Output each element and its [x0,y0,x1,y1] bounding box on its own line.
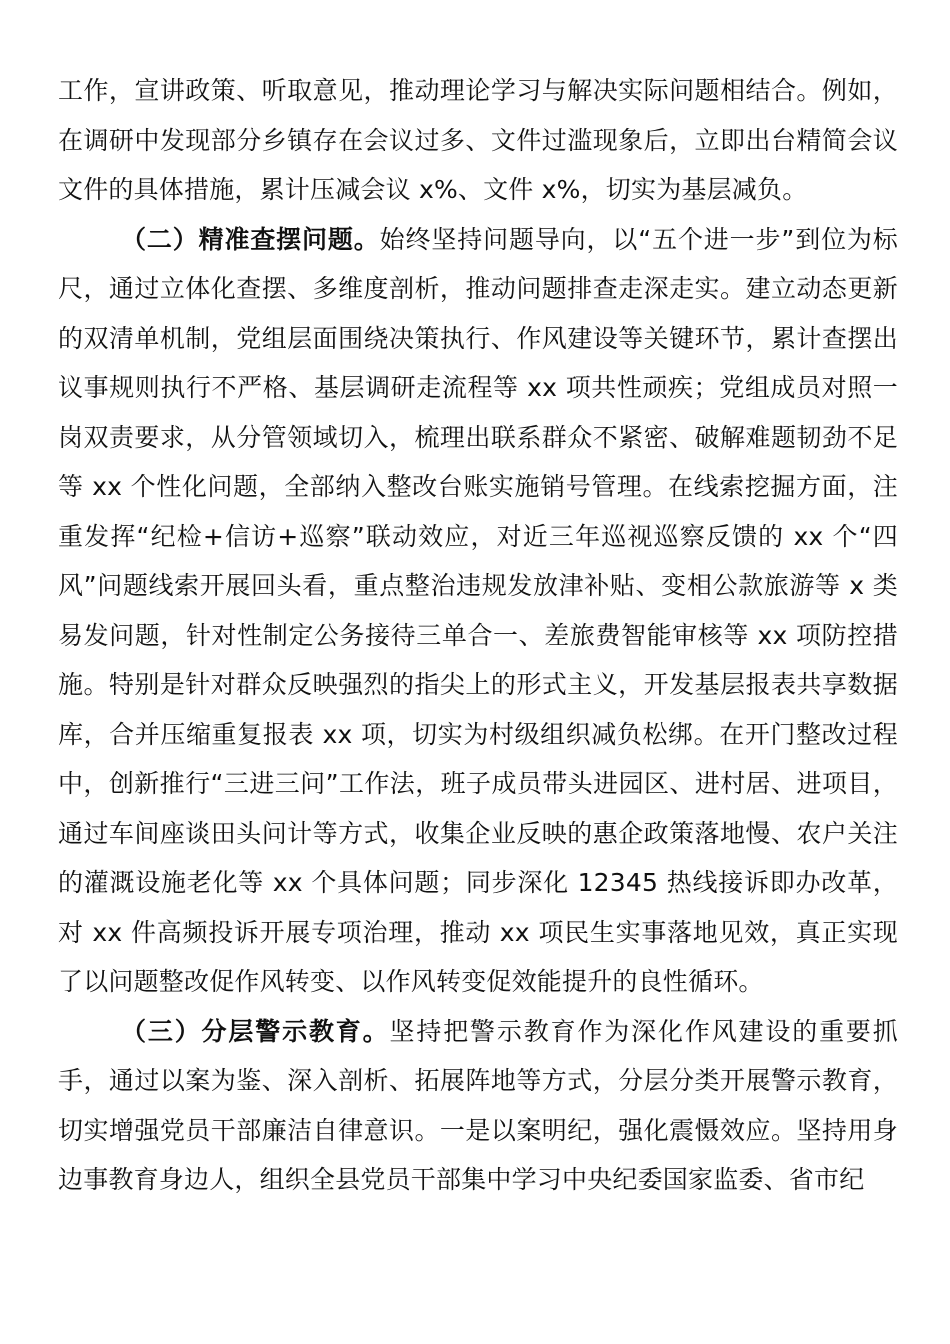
document-body [58,66,898,1205]
paragraph-text: 坚持把警示教育作为深化作风建设的重要抓手，通过以案为鉴、深入剖析、拓展阵地等方式，分层分类开展警示教育，切实增强党员干部廉洁自律意识。一是以案明纪，强化震慑效应。坚持用身边事教育身边人，组织全县党员干部集中学习中央纪委国家监委、省市纪 [58,1016,898,1194]
paragraph-continuation [58,66,898,215]
section-heading: （三）分层警示教育。 [121,1016,390,1046]
paragraph-section-2 [58,215,898,1007]
paragraph-text: 工作，宣讲政策、听取意见，推动理论学习与解决实际问题相结合。例如，在调研中发现部分乡镇存在会议过多、文件过滥现象后，立即出台精简会议文件的具体措施，累计压减会议 x%、文件 x%，切实为基层减负。 [58,76,898,204]
paragraph-section-3 [58,1007,898,1205]
paragraph-text: 始终坚持问题导向，以“五个进一步”到位为标尺，通过立体化查摆、多维度剖析，推动问题排查走深走实。建立动态更新的双清单机制，党组层面围绕决策执行、作风建设等关键环节，累计查摆出议事规则执行不严格、基层调研走流程等 xx 项共性顽疾；党组成员对照一岗双责要求，从分管领域切入，梳理出联系群众不紧密、破解难题韧劲不足等 xx 个性化问题，全部纳入整改台账实施销号管理。在线索挖掘方面，注重发挥“纪检+信访+巡察”联动效应，对近三年巡视巡察反馈的 xx 个“四风”问题线索开展回头看，重点整治违规发放津补贴、变相公款旅游等 x 类易发问题，针对性制定公务接待三单合一、差旅费智能审核等 xx 项防控措施。特别是针对群众反映强烈的指尖上的形式主义，开发基层报表共享数据库，合并压缩重复报表 xx 项，切实为村级组织减负松绑。在开门整改过程中，创新推行“三进三问”工作法，班子成员带头进园区、进村居、进项目，通过车间座谈田头问计等方式，收集企业反映的惠企政策落地慢、农户关注的灌溉设施老化等 xx 个具体问题；同步深化 12345 热线接诉即办改革，对 xx 件高频投诉开展专项治理，推动 xx 项民生实事落地见效，真正实现了以问题整改促作风转变、以作风转变促效能提升的良性循环。 [58,224,898,996]
section-heading: （二）精准查摆问题。 [121,224,380,254]
